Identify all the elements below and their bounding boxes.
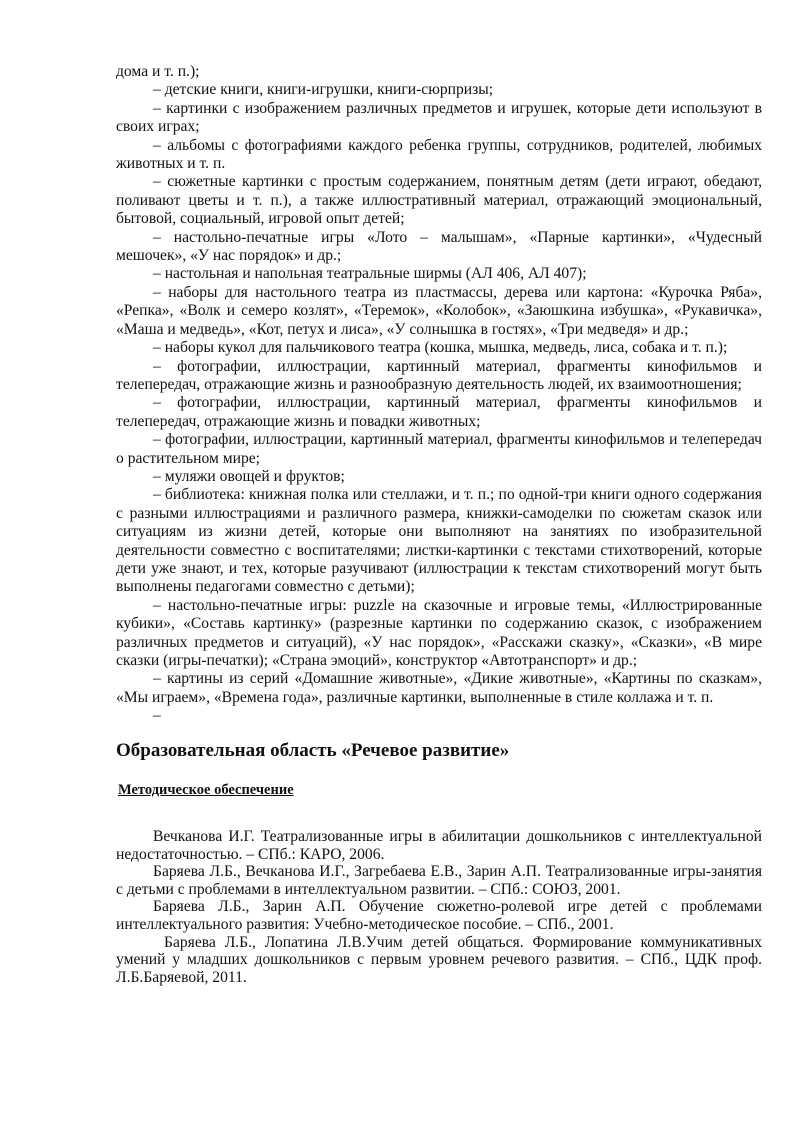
reference-item: Баряева Л.Б., Вечканова И.Г., Загребаева Е.В., Зарин А.П. Театрализованные игры-занятия с детьми с проблемами в интеллектуальном развитии. – СПб.: СОЮЗ, 2001. [116, 863, 762, 898]
reference-item: Баряева Л.Б., Лопатина Л.В.Учим детей общаться. Формирование коммуникативных умений у младших дошкольников с первым уровнем речевого развития. – СПб., ЦДК проф. Л.Б.Баряевой, 2011. [116, 933, 762, 986]
reference-list [116, 828, 762, 986]
list-item: – фотографии, иллюстрации, картинный материал, фрагменты кинофильмов и телепередач, отражающие жизнь и повадки животных; [116, 394, 762, 430]
list-item: – наборы для настольного театра из пластмассы, дерева или картона: «Курочка Ряба», «Репка», «Волк и семеро козлят», «Теремок», «Колобок», «Заюшкина избушка», «Рукавичка», «Маша и медведь», «Кот, петух и лиса», «У солнышка в гостях», «Три медведя» и др.; [116, 283, 762, 338]
list-item: – настольная и напольная театральные ширмы (АЛ 406, АЛ 407); [153, 265, 587, 283]
section-heading: Образовательная область «Речевое развитие» [116, 739, 510, 761]
list-item: – сюжетные картинки с простым содержанием, понятным детям (дети играют, обедают, поливают цветы и т. п.), а также иллюстративный материал, отражающий эмоциональный, бытовой, социальный, игровой опыт детей; [116, 173, 762, 228]
subsection-heading: Методическое обеспечение [118, 781, 294, 798]
list-item: – настольно-печатные игры: puzzle на сказочные и игровые темы, «Иллюстрированные кубики», «Составь картинку» (разрезные картинки по содержанию сказок, с изображением различных предметов и ситуаций), «У нас порядок», «Расскажи сказку», «Сказки», «В мире сказки (игры-печатки); «Страна эмоций», конструктор «Автотранспорт» и др.; [116, 596, 762, 669]
list-item: – наборы кукол для пальчикового театра (кошка, мышка, медведь, лиса, собака и т. п.); [153, 339, 728, 357]
document-page [116, 63, 762, 986]
list-item: – картинки с изображением различных предметов и игрушек, которые дети используют в своих играх; [116, 99, 762, 136]
list-item: – детские книги, книги-игрушки, книги-сюрпризы; [153, 81, 494, 99]
list-item: – фотографии, иллюстрации, картинный материал, фрагменты кинофильмов и телепередач о растительном мире; [116, 431, 762, 467]
reference-item: Баряева Л.Б., Зарин А.П. Обучение сюжетно-ролевой игре детей с проблемами интеллектуального развития: Учебно-методическое пособие. – СПб., 2001. [116, 898, 762, 933]
list-item: – настольно-печатные игры «Лото – малышам», «Парные картинки», «Чудесный мешочек», «У нас порядок» и др.; [116, 228, 762, 265]
list-item: – картины из серий «Домашние животные», «Дикие животные», «Картины по сказкам», «Мы играем», «Времена года», различные картинки, выполненные в стиле коллажа и т. п. [116, 670, 762, 706]
list-item: – фотографии, иллюстрации, картинный материал, фрагменты кинофильмов и телепередач, отражающие жизнь и разнообразную деятельность людей, их взаимоотношения; [116, 357, 762, 393]
reference-item: Вечканова И.Г. Театрализованные игры в абилитации дошкольников с интеллектуальной недостаточностью. – СПб.: КАРО, 2006. [116, 828, 762, 863]
list-item: – альбомы с фотографиями каждого ребенка группы, сотрудников, родителей, любимых животных и т. п. [116, 136, 762, 173]
equipment-list [116, 63, 762, 726]
list-item: – библиотека: книжная полка или стеллажи, и т. п.; по одной-три книги одного содержания с разными иллюстрациями и различного размера, книжки-самоделки по сюжетам сказок или ситуациям из жизни детей, которые они выполняют на занятиях по изобразительной деятельности совместно с воспитателями; листки-картинки с текстами стихотворений, которые дети уже знают, и тех, которые разучивают (иллюстрации к текстам стихотворений могут быть выполнены педагогами совместно с детьми); [116, 486, 762, 596]
list-item: – муляжи овощей и фруктов; [153, 467, 345, 485]
list-item: – [153, 707, 161, 725]
list-item: дома и т. п.); [116, 63, 200, 80]
